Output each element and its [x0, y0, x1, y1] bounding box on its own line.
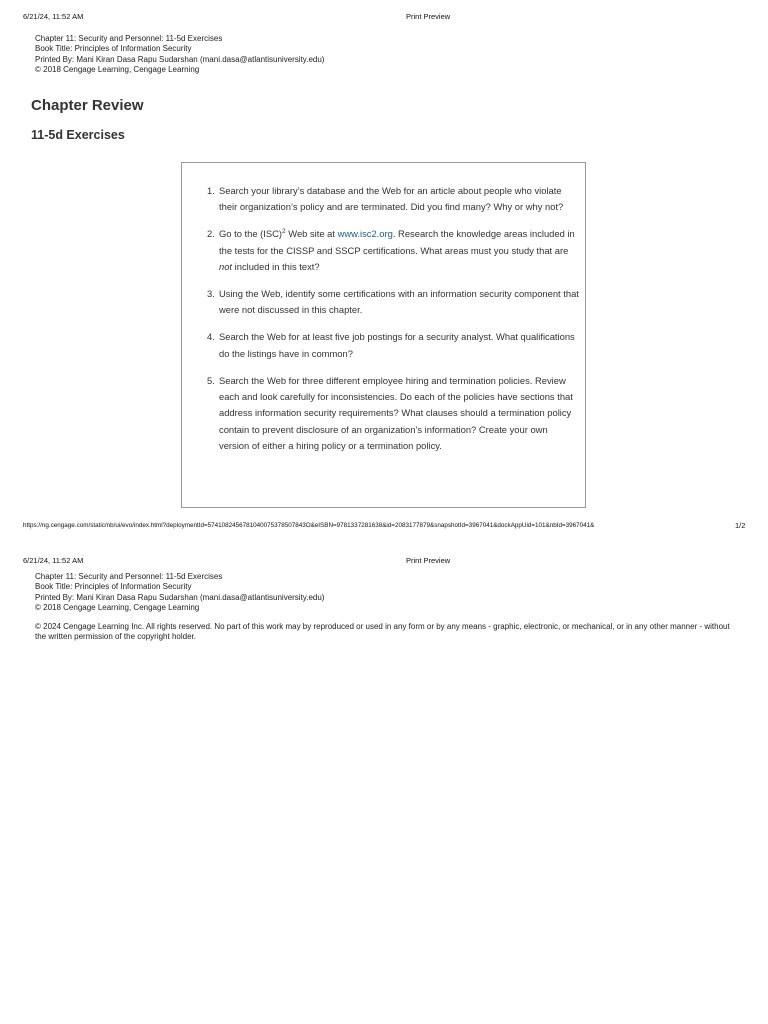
meta-chapter: Chapter 11: Security and Personnel: 11-5d Exercises: [35, 34, 223, 43]
exercise-text: Go to the (ISC)$^2$ Web site at www.isc2.org. Research the knowledge areas included in the tests for the CISSP and SSCP certifications. What areas must you study that are not included in this text?: [219, 228, 575, 273]
exercise-number: 3.: [207, 288, 215, 300]
exercise-list: [207, 183, 579, 465]
print-meta: [35, 34, 324, 76]
exercise-text: Search your library’s database and the Web for an article about people who violate their organization’s policy and are terminated. Did you find many? Why or why not?: [219, 185, 564, 213]
exercise-item: [207, 329, 579, 362]
superscript: 2: [282, 228, 286, 236]
meta-book-title: Book Title: Principles of Information Security: [35, 582, 192, 592]
exercise-text: Using the Web, identify some certifications with an information security component that were not discussed in this chapter.: [219, 288, 579, 316]
emphasis-not: not: [219, 261, 233, 273]
meta-copyright: © 2018 Cengage Learning, Cengage Learning: [35, 603, 200, 613]
meta-copyright: © 2018 Cengage Learning, Cengage Learning: [35, 65, 200, 75]
print-meta: [35, 572, 324, 614]
exercise-item: [207, 183, 579, 216]
print-title: Print Preview: [406, 12, 451, 21]
copyright-notice: © 2024 Cengage Learning Inc. All rights reserved. No part of this work may by reproduced or used in any form or by any means - graphic, electronic, or mechanical, or in any other manner - without the written permission of the copyright holder.: [35, 622, 730, 642]
exercise-number: 1.: [207, 185, 215, 196]
exercise-text: Search the Web for at least five job postings for a security analyst. What qualifications do the listings have in common?: [219, 331, 575, 359]
section-title: 11-5d Exercises: [31, 128, 125, 142]
footer-url: https://ng.cengage.com/static/nb/ui/evo/index.html?deploymentId=5741082456781040075378507843O&eISBN=9781337281638&id=2083177879&snapshotId=3967041&dockAppUid=101&nbId=3967041&: [23, 522, 595, 529]
exercise-item: [207, 226, 579, 275]
print-title: Print Preview: [406, 556, 451, 565]
exercise-item: [207, 373, 579, 455]
print-datetime: 6/21/24, 11:52 AM: [23, 556, 84, 565]
meta-printed-by: Printed By: Mani Kiran Dasa Rapu Sudarshan (mani.dasa@atlantisuniversity.edu): [35, 54, 325, 64]
exercise-number: 5.: [207, 374, 215, 386]
page-number: 1/2: [735, 521, 746, 530]
meta-printed-by: Printed By: Mani Kiran Dasa Rapu Sudarshan (mani.dasa@atlantisuniversity.edu): [35, 592, 325, 602]
exercise-text: Search the Web for three different employee hiring and termination policies. Review each and look carefully for inconsistencies. Do each of the policies have sections that address information security requirements? What clauses should a termination policy contain to prevent disclosure of an organization’s information? Create your own version of either a hiring policy or a termination policy.: [219, 374, 573, 452]
meta-chapter: Chapter 11: Security and Personnel: 11-5d Exercises: [35, 572, 223, 581]
exercise-number: 2.: [207, 228, 215, 240]
exercise-item: [207, 286, 579, 319]
exercise-number: 4.: [207, 331, 215, 343]
page-title: Chapter Review: [31, 97, 144, 114]
meta-book-title: Book Title: Principles of Information Security: [35, 44, 192, 54]
isc2-link[interactable]: www.isc2.org: [337, 228, 393, 240]
print-datetime: 6/21/24, 11:52 AM: [23, 12, 84, 21]
